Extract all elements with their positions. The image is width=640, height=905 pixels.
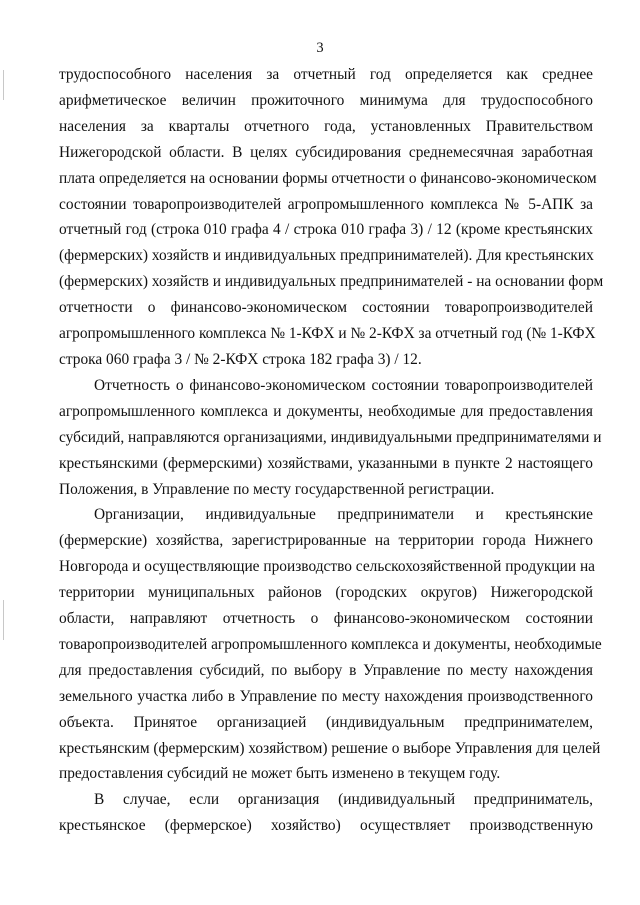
text-line: отчетный год (строка 010 графа 4 / строка 010 графа 3) / 12 (кроме крестьянских bbox=[59, 221, 593, 239]
text-line: (фермерских) хозяйств и индивидуальных предпринимателей - на основании форм bbox=[59, 273, 604, 291]
paragraph bbox=[59, 373, 602, 503]
text-line: агропромышленного комплекса № 1-КФХ и № 2-КФХ за отчетный год (№ 1-КФХ bbox=[59, 325, 596, 343]
text-line: крестьянским (фермерским) хозяйством) решение о выборе Управления для целей bbox=[59, 739, 601, 757]
text-line: трудоспособного населения за отчетный год определяется как среднее bbox=[59, 66, 593, 83]
text-line: Положения, в Управление по месту государственной регистрации. bbox=[59, 480, 495, 498]
scan-edge-mark bbox=[3, 70, 4, 100]
text-line: для предоставления субсидий, по выбору в Управление по месту нахождения bbox=[59, 661, 593, 679]
text-line: крестьянское (фермерское) хозяйство) осуществляет производственную bbox=[59, 817, 593, 835]
text-line: территории муниципальных районов (городских округов) Нижегородской bbox=[59, 584, 593, 602]
scan-edge-mark bbox=[3, 600, 4, 640]
text-line: субсидий, направляются организациями, индивидуальными предпринимателями и bbox=[59, 428, 602, 446]
text-line: Новгорода и осуществляющие производство сельскохозяйственной продукции на bbox=[59, 558, 596, 576]
paragraph bbox=[59, 62, 604, 373]
text-line: объекта. Принятое организацией (индивидуальным предпринимателем, bbox=[59, 713, 593, 731]
text-line: области, направляют отчетность о финансово-экономическом состоянии bbox=[59, 610, 593, 628]
text-line: (фермерские) хозяйства, зарегистрированные на территории города Нижнего bbox=[59, 532, 593, 550]
text-line: населения за кварталы отчетного года, установленных Правительством bbox=[59, 117, 593, 135]
text-line: плата определяется на основании формы отчетности о финансово-экономическом bbox=[59, 169, 597, 187]
paragraph bbox=[59, 502, 602, 787]
text-line: состоянии товаропроизводителей агропромышленного комплекса № 5-АПК за bbox=[59, 195, 593, 213]
text-line: агропромышленного комплекса и документы, необходимые для предоставления bbox=[59, 402, 593, 420]
text-line: строка 060 графа 3 / № 2-КФХ строка 182 графа 3) / 12. bbox=[59, 350, 422, 368]
text-line: Отчетность о финансово-экономическом состоянии товаропроизводителей bbox=[94, 376, 593, 394]
text-line: товаропроизводителей агропромышленного комплекса и документы, необходимые bbox=[59, 635, 602, 653]
document-body bbox=[59, 62, 604, 839]
text-line: крестьянскими (фермерскими) хозяйствами, указанными в пункте 2 настоящего bbox=[59, 454, 593, 472]
text-line: (фермерских) хозяйств и индивидуальных предпринимателей). Для крестьянских bbox=[59, 247, 594, 265]
text-line: земельного участка либо в Управление по месту нахождения производственного bbox=[59, 687, 593, 705]
text-line: В случае, если организация (индивидуальный предприниматель, bbox=[94, 791, 593, 809]
text-line: Нижегородской области. В целях субсидирования среднемесячная заработная bbox=[59, 143, 593, 161]
page-number: 3 bbox=[316, 40, 324, 56]
text-line: арифметическое величин прожиточного минимума для трудоспособного bbox=[59, 91, 593, 109]
text-line: Организации, индивидуальные предприниматели и крестьянские bbox=[94, 506, 593, 524]
text-line: предоставления субсидий не может быть изменено в текущем году. bbox=[59, 765, 501, 783]
paragraph bbox=[59, 787, 593, 839]
text-line: отчетности о финансово-экономическом состоянии товаропроизводителей bbox=[59, 299, 593, 317]
